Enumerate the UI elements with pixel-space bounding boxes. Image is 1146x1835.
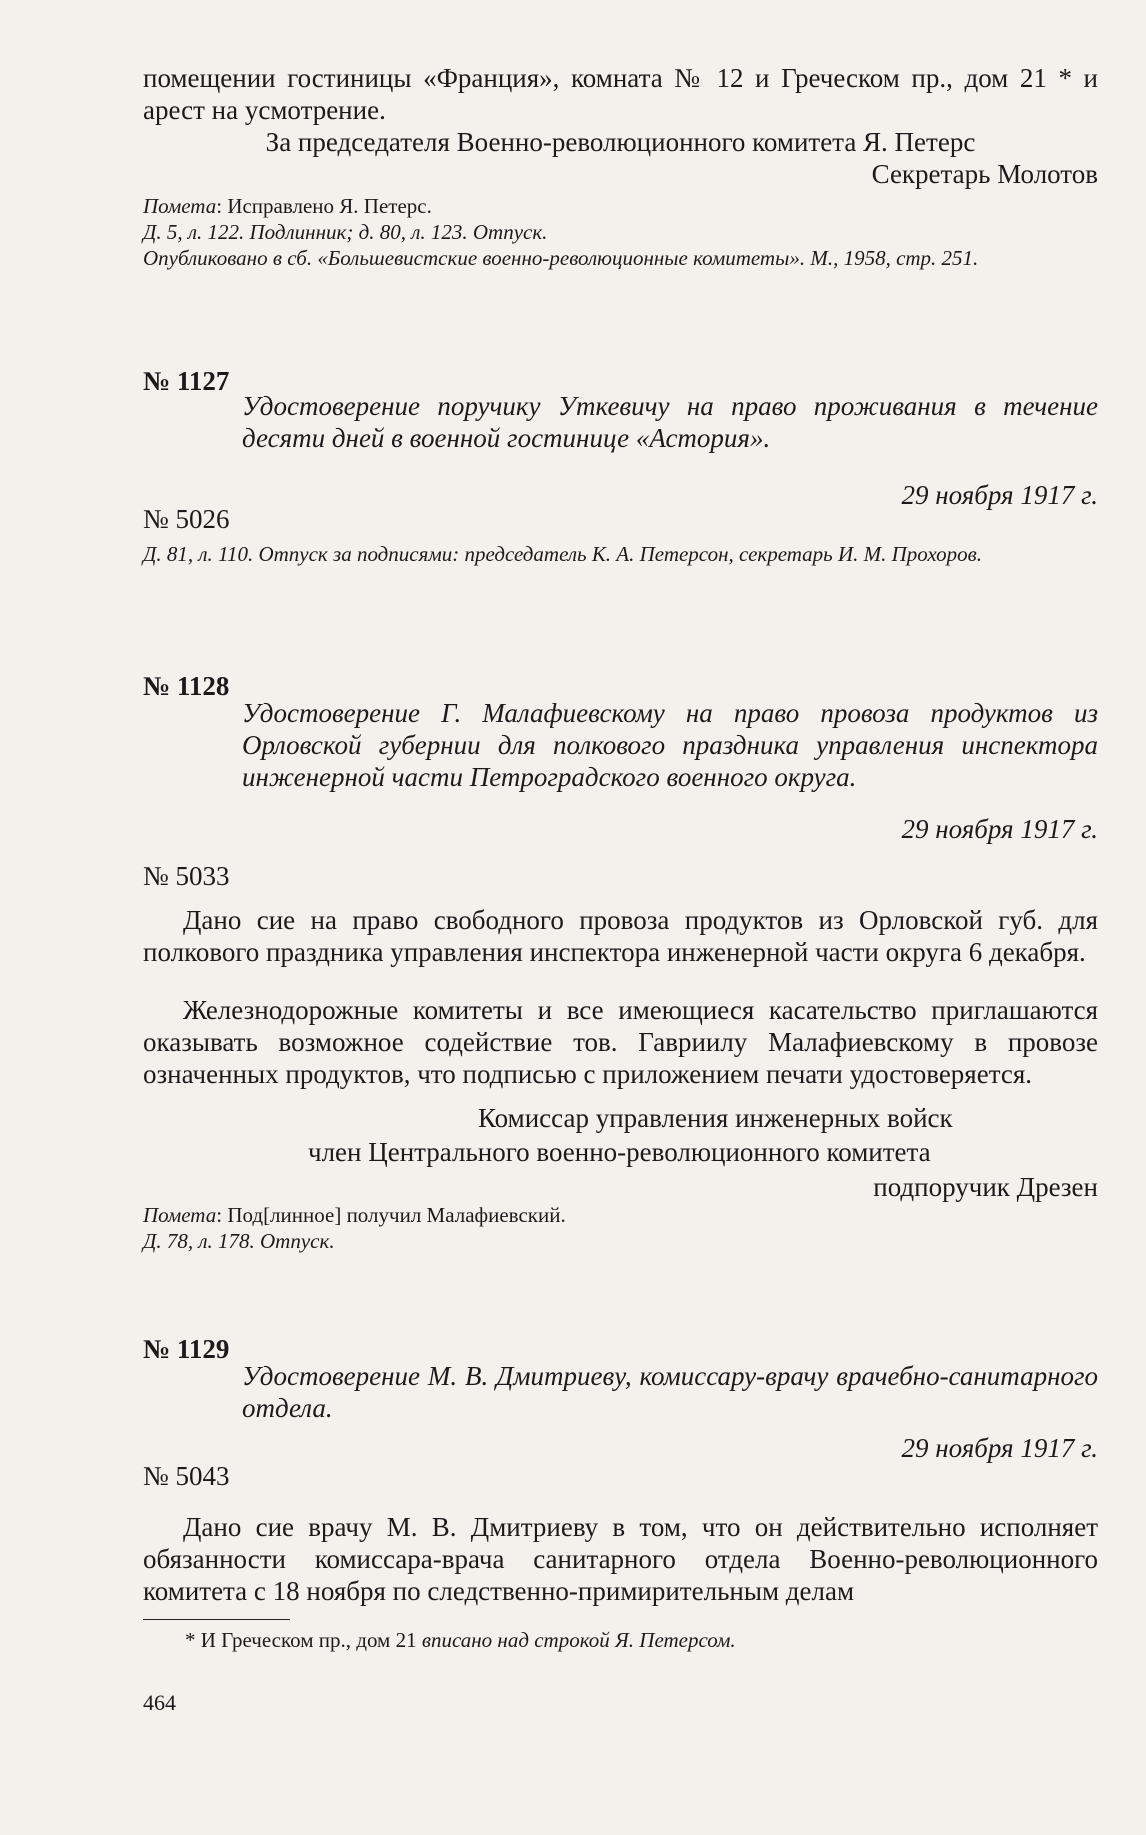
document-number: № 1129 [143, 1334, 230, 1364]
archive-note [143, 193, 1098, 219]
registration-number: № 5026 [143, 504, 230, 534]
archive-note: Д. 81, л. 110. Отпуск за подписями: председатель К. А. Петерсон, секретарь И. М. Прохоров. [143, 542, 983, 566]
note-label: Помета [143, 1203, 217, 1227]
document-date: 29 ноября 1917 г. [901, 814, 1098, 844]
footnote-mark: * [185, 1628, 201, 1652]
document-number: № 1127 [143, 366, 230, 396]
paragraph-top: помещении гостиницы «Франция», комната № 12 и Греческом пр., дом 21 * и арест на усмотрение. [143, 63, 1098, 125]
signature-line: Комиссар управления инженерных войск [478, 1103, 953, 1133]
document-title: Удостоверение М. В. Дмитриеву, комиссару-врачу врачебно-санитарного отдела. [242, 1361, 1098, 1423]
paragraph: Дано сие врачу М. В. Дмитриеву в том, что он действительно исполняет обязанности комиссара-врача санитарного отдела Военно-революционного комитета с 18 ноября по следственно-примирительным делам [143, 1512, 1098, 1606]
archive-note: Д. 5, л. 122. Подлинник; д. 80, л. 123. Отпуск. [143, 220, 548, 244]
document-date: 29 ноября 1917 г. [901, 480, 1098, 510]
registration-number: № 5033 [143, 861, 230, 891]
note-label: Помета [143, 194, 217, 218]
note-text: : Исправлено Я. Петерс. [216, 194, 432, 218]
footnote-italic: вписано над строкой Я. Петерсом. [421, 1628, 736, 1652]
footnote-rule [143, 1619, 290, 1620]
document-date: 29 ноября 1917 г. [901, 1433, 1098, 1463]
footnote [143, 1627, 1098, 1653]
page-number: 464 [143, 1690, 176, 1715]
archive-note [143, 1202, 1098, 1228]
document-number: № 1128 [143, 671, 230, 701]
archive-note: Опубликовано в сб. «Большевистские военно-революционные комитеты». М., 1958, стр. 251. [143, 246, 979, 270]
signature-line: За председателя Военно-революционного комитета Я. Петерс [265, 127, 976, 157]
footnote-text: И Греческом пр., дом 21 [200, 1628, 422, 1652]
paragraph: Железнодорожные комитеты и все имеющиеся касательство приглашаются оказывать возможное содействие тов. Гавриилу Малафиевскому в провозе означенных продуктов, что подписью с приложением печати удостоверяется. [143, 995, 1098, 1089]
document-title: Удостоверение Г. Малафиевскому на право провоза продуктов из Орловской губернии для полкового праздника управления инспектора инженерной части Петроградского военного округа. [242, 698, 1098, 792]
signature-line: член Центрального военно-революционного комитета [308, 1137, 931, 1167]
note-text: : Под[линное] получил Малафиевский. [216, 1203, 566, 1227]
registration-number: № 5043 [143, 1461, 230, 1491]
signature-line: Секретарь Молотов [871, 159, 1098, 189]
signature-line: подпоручик Дрезен [873, 1172, 1098, 1202]
paragraph: Дано сие на право свободного провоза продуктов из Орловской губ. для полкового праздника управления инспектора инженерной части округа 6 декабря. [143, 905, 1098, 967]
document-title: Удостоверение поручику Уткевичу на право проживания в течение десяти дней в военной гостинице «Астория». [242, 391, 1098, 453]
archive-note: Д. 78, л. 178. Отпуск. [143, 1229, 335, 1253]
